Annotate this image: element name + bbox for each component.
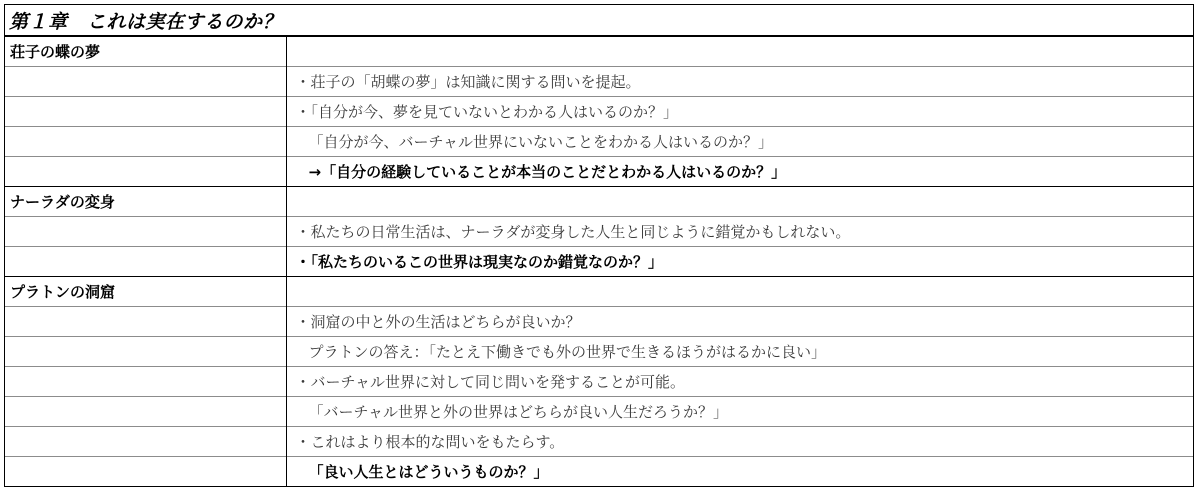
note-cell[interactable] [286,457,1193,487]
note-cell[interactable] [286,397,1193,427]
note-cell[interactable] [286,127,1193,157]
section-label: 荘子の蝶の夢 [10,43,101,61]
empty-cell[interactable] [5,217,286,247]
empty-cell[interactable] [5,157,286,187]
note-text: ・洞窟の中と外の生活はどちらが良いか？ [295,313,581,331]
table-row [5,97,1193,127]
title-row[interactable] [5,5,1193,36]
section-label-cell[interactable] [5,277,286,307]
table-row [5,427,1193,457]
chapter-title: 第１章 これは実在するのか？ [9,10,283,33]
section-label: プラトンの洞窟 [10,283,116,301]
note-cell[interactable] [286,247,1193,277]
note-cell[interactable] [286,217,1193,247]
note-cell[interactable] [286,307,1193,337]
key-question-text: ・「私たちのいるこの世界は現実なのか錯覚なのか？」 [295,253,664,271]
section-row [5,187,1193,217]
empty-cell[interactable] [286,187,1193,217]
note-cell[interactable] [286,367,1193,397]
note-text: 「自分が今、バーチャル世界にいないことをわかる人はいるのか？」 [308,133,774,151]
note-cell[interactable] [286,157,1193,187]
table-row [5,367,1193,397]
note-text: ・荘子の「胡蝶の夢」は知識に関する問いを提起。 [295,73,641,91]
note-cell[interactable] [286,427,1193,457]
table-row [5,397,1193,427]
note-text: ・私たちの日常生活は、ナーラダが変身した人生と同じように錯覚かもしれない。 [295,223,851,241]
table-row [5,307,1193,337]
note-cell[interactable] [286,67,1193,97]
section-row [5,277,1193,307]
empty-cell[interactable] [286,277,1193,307]
note-cell[interactable] [286,337,1193,367]
note-text: ・バーチャル世界に対して同じ問いを発することが可能。 [295,373,686,391]
key-question-text: 「良い人生とはどういうものか？」 [308,463,549,481]
empty-cell[interactable] [5,97,286,127]
empty-cell[interactable] [5,127,286,157]
table-row [5,247,1193,277]
table-row [5,337,1193,367]
note-text: ・「自分が今、夢を見ていないとわかる人はいるのか？」 [295,103,679,121]
note-text: ・これはより根本的な問いをもたらす。 [295,433,565,451]
note-text: プラトンの答え：「たとえ下働きでも外の世界で生きるほうがはるかに良い」 [308,343,827,361]
table-row [5,157,1193,187]
table-row [5,127,1193,157]
empty-cell[interactable] [5,247,286,277]
empty-cell[interactable] [5,67,286,97]
section-label-cell[interactable] [5,187,286,217]
table-row [5,217,1193,247]
empty-cell[interactable] [286,37,1193,67]
empty-cell[interactable] [5,307,286,337]
section-row [5,37,1193,67]
empty-cell[interactable] [5,457,286,487]
note-cell[interactable] [286,97,1193,127]
table-row [5,67,1193,97]
section-label-cell[interactable] [5,37,286,67]
empty-cell[interactable] [5,337,286,367]
note-text: 「バーチャル世界と外の世界はどちらが良い人生だろうか？」 [308,403,729,421]
empty-cell[interactable] [5,367,286,397]
outline-table [5,36,1193,486]
section-label: ナーラダの変身 [10,193,115,211]
empty-cell[interactable] [5,427,286,457]
key-question-text: →「自分の経験していることが本当のことだとわかる人はいるのか？」 [308,163,787,181]
spreadsheet [4,4,1194,487]
table-row [5,457,1193,487]
empty-cell[interactable] [5,397,286,427]
